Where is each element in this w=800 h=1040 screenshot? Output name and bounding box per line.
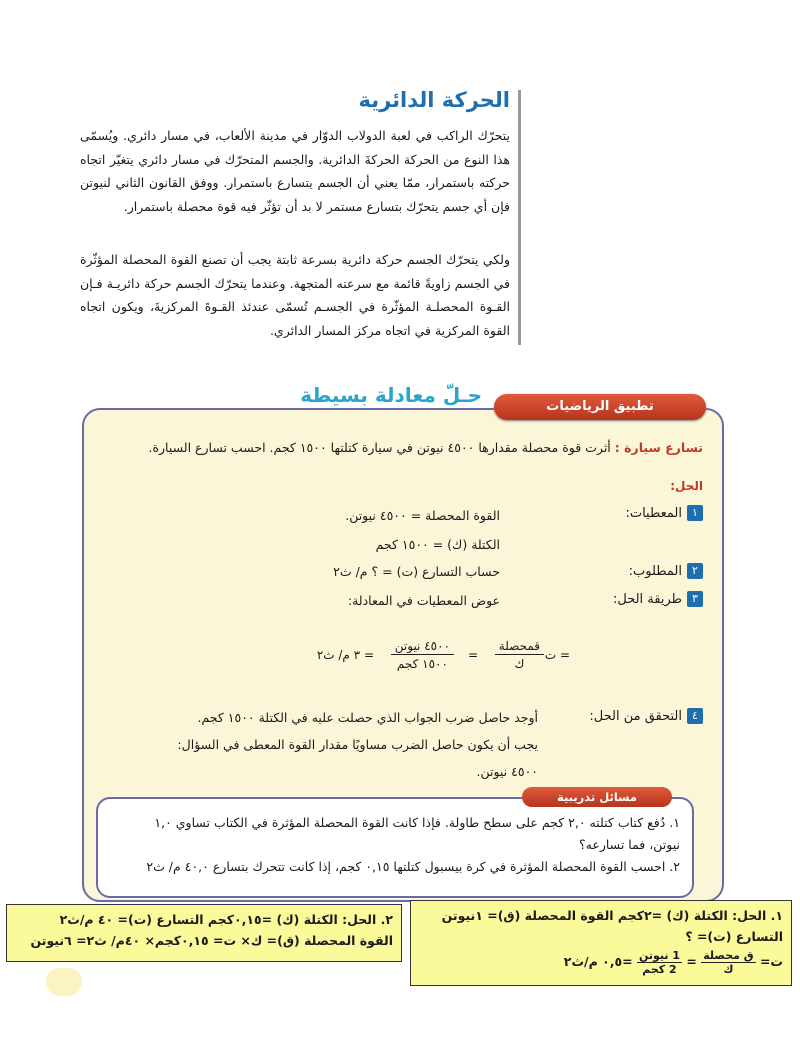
step-number: ٢ <box>687 563 703 579</box>
answer-1-line-2: التسارع (ت)= ؟ <box>685 929 783 944</box>
math-heading: حـلّ معادلة بسيطة <box>300 383 482 407</box>
equation-lhs: ت= <box>759 954 783 969</box>
check-line-3: ٤٥٠٠ نيوتن. <box>476 764 538 779</box>
equals-sign: = <box>467 648 478 662</box>
paragraph-centripetal-force: ولكي يتحرّك الجسم حركة دائرية بسرعة ثابتة يجب أن تصنع القوة المحصلة المؤثّرة في الجسم زاويةً قائمة مع سرعته المتجهة. وعندما يتحرّك الجسم حركة دائريـة فـإن القـوة المحصلـة المؤثّرة في الجسـم تُسمّى عندئذ القـوةَ المركزيةَ، ويكون اتجاه القوة المركزية في اتجاه مركز المسار الدائري. <box>80 252 510 338</box>
check-line-1: أوجد حاصل ضرب الجواب الذي حصلت عليه في الكتلة ١٥٠٠ كجم. <box>197 710 538 725</box>
given-mass: الكتلة (ك) = ١٥٠٠ كجم <box>375 537 500 552</box>
step-label: طريقة الحل: <box>612 591 682 607</box>
fraction-denominator: ك <box>723 963 734 976</box>
solution-label: الحل: <box>670 479 703 493</box>
problem-statement <box>93 440 703 455</box>
fraction-force-mass <box>495 638 544 673</box>
fraction-numerator: قمحصلة <box>495 638 544 655</box>
fraction-numerator: ق محصلة <box>703 949 754 962</box>
fraction-values <box>637 949 682 976</box>
answer-box-1 <box>410 900 792 986</box>
paragraph-circular-motion: يتحرّك الراكب في لعبة الدولاب الدوّار في مدينة الألعاب، في مسار دائري. ويُسمّى هذا النوع من الحركة الحركةَ الدائرية. والجسم المتحرّك في مسار دائري يتغيّر اتجاه حركته باستمرار، ممّا يعني أن الجسم يتسارع باستمرار. ووفق القانون الثاني لنيوتن فإن أي جسم يتحرّك بتسارع مستمر لا بد أن تؤثّر فيه قوة محصلة باستمرار. <box>80 128 510 214</box>
practice-item-2: ٢. احسب القوة المحصلة المؤثرة في كرة بيسبول كتلتها ٠,١٥ كجم، إذا كانت تتحرك بتسارع ٤٠,٠ م/ ث٢ <box>146 859 680 874</box>
fraction-denominator: ١٥٠٠ كجم <box>396 657 448 671</box>
step-method <box>613 591 703 607</box>
given-force: القوة المحصلة = ٤٥٠٠ نيوتن. <box>345 508 500 523</box>
fraction-denominator: ك <box>514 657 525 671</box>
practice-item-1: ١. دُفع كتاب كتلته ٢,٠ كجم على سطح طاولة. فإذا كانت القوة المحصلة المؤثرة في الكتاب تساوي ١,٠ نيوتن، فما تسارعه؟ <box>154 815 680 852</box>
fraction-numerator: 1 نيوتن <box>638 949 680 962</box>
answer-2-line-2: القوة المحصلة (ق)= ك× ت= ٠,١٥كجم× ٤٠م/ ث٢= ٦نيوتن <box>30 933 393 948</box>
fraction-numerator: ٤٥٠٠ نيوتن <box>391 638 454 655</box>
step-required <box>629 563 703 579</box>
equation-lhs: ت = <box>544 648 570 662</box>
step-number: ٣ <box>687 591 703 607</box>
equation-result: =٠,٥ م/ث٢ <box>563 954 633 969</box>
step-label: التحقق من الحل: <box>589 708 682 724</box>
practice-problems-tab: مسائل تدريبية <box>522 787 672 807</box>
equation-result: = ٣ م/ ث٢ <box>316 648 374 662</box>
page-corner-decoration <box>46 968 82 996</box>
problem-label: تسارع سيارة : <box>614 440 703 455</box>
step-check <box>589 708 703 724</box>
step-label: المعطيات: <box>625 505 682 521</box>
fraction-values <box>391 638 454 673</box>
problem-text: أثرت قوة محصلة مقدارها ٤٥٠٠ نيوتن في سيارة كتلتها ١٥٠٠ كجم. احسب تسارع السيارة. <box>148 440 611 455</box>
fraction-denominator: 2 كجم <box>642 963 677 976</box>
required-acceleration: حساب التسارع (ت) = ؟ م/ ث٢ <box>333 564 500 579</box>
step-number: ١ <box>687 505 703 521</box>
step-given <box>625 505 703 521</box>
answer-1-line-1: ١. الحل: الكتلة (ك) =٢كجم القوة المحصلة (ق)= ١نيوتن <box>441 908 783 923</box>
method-text: عوض المعطيات في المعادلة: <box>347 593 500 608</box>
step-label: المطلوب: <box>628 563 682 579</box>
fraction-force-mass <box>701 949 755 976</box>
answer-box-2 <box>6 904 402 962</box>
answer-1-equation <box>419 949 783 976</box>
check-line-2: يجب أن يكون حاصل الضرب مساويًا مقدار القوة المعطى في السؤال: <box>177 737 538 752</box>
acceleration-equation <box>230 632 570 682</box>
vertical-divider <box>518 90 521 345</box>
equals-sign: = <box>686 954 697 969</box>
section-title: الحركة الدائرية <box>358 88 510 112</box>
step-number: ٤ <box>687 708 703 724</box>
answer-2-line-1: ٢. الحل: الكتلة (ك) =٠,١٥كجم التسارع (ت)= ٤٠ م/ث٢ <box>59 912 393 927</box>
math-application-tab: تطبيق الرياضيات <box>494 394 706 420</box>
